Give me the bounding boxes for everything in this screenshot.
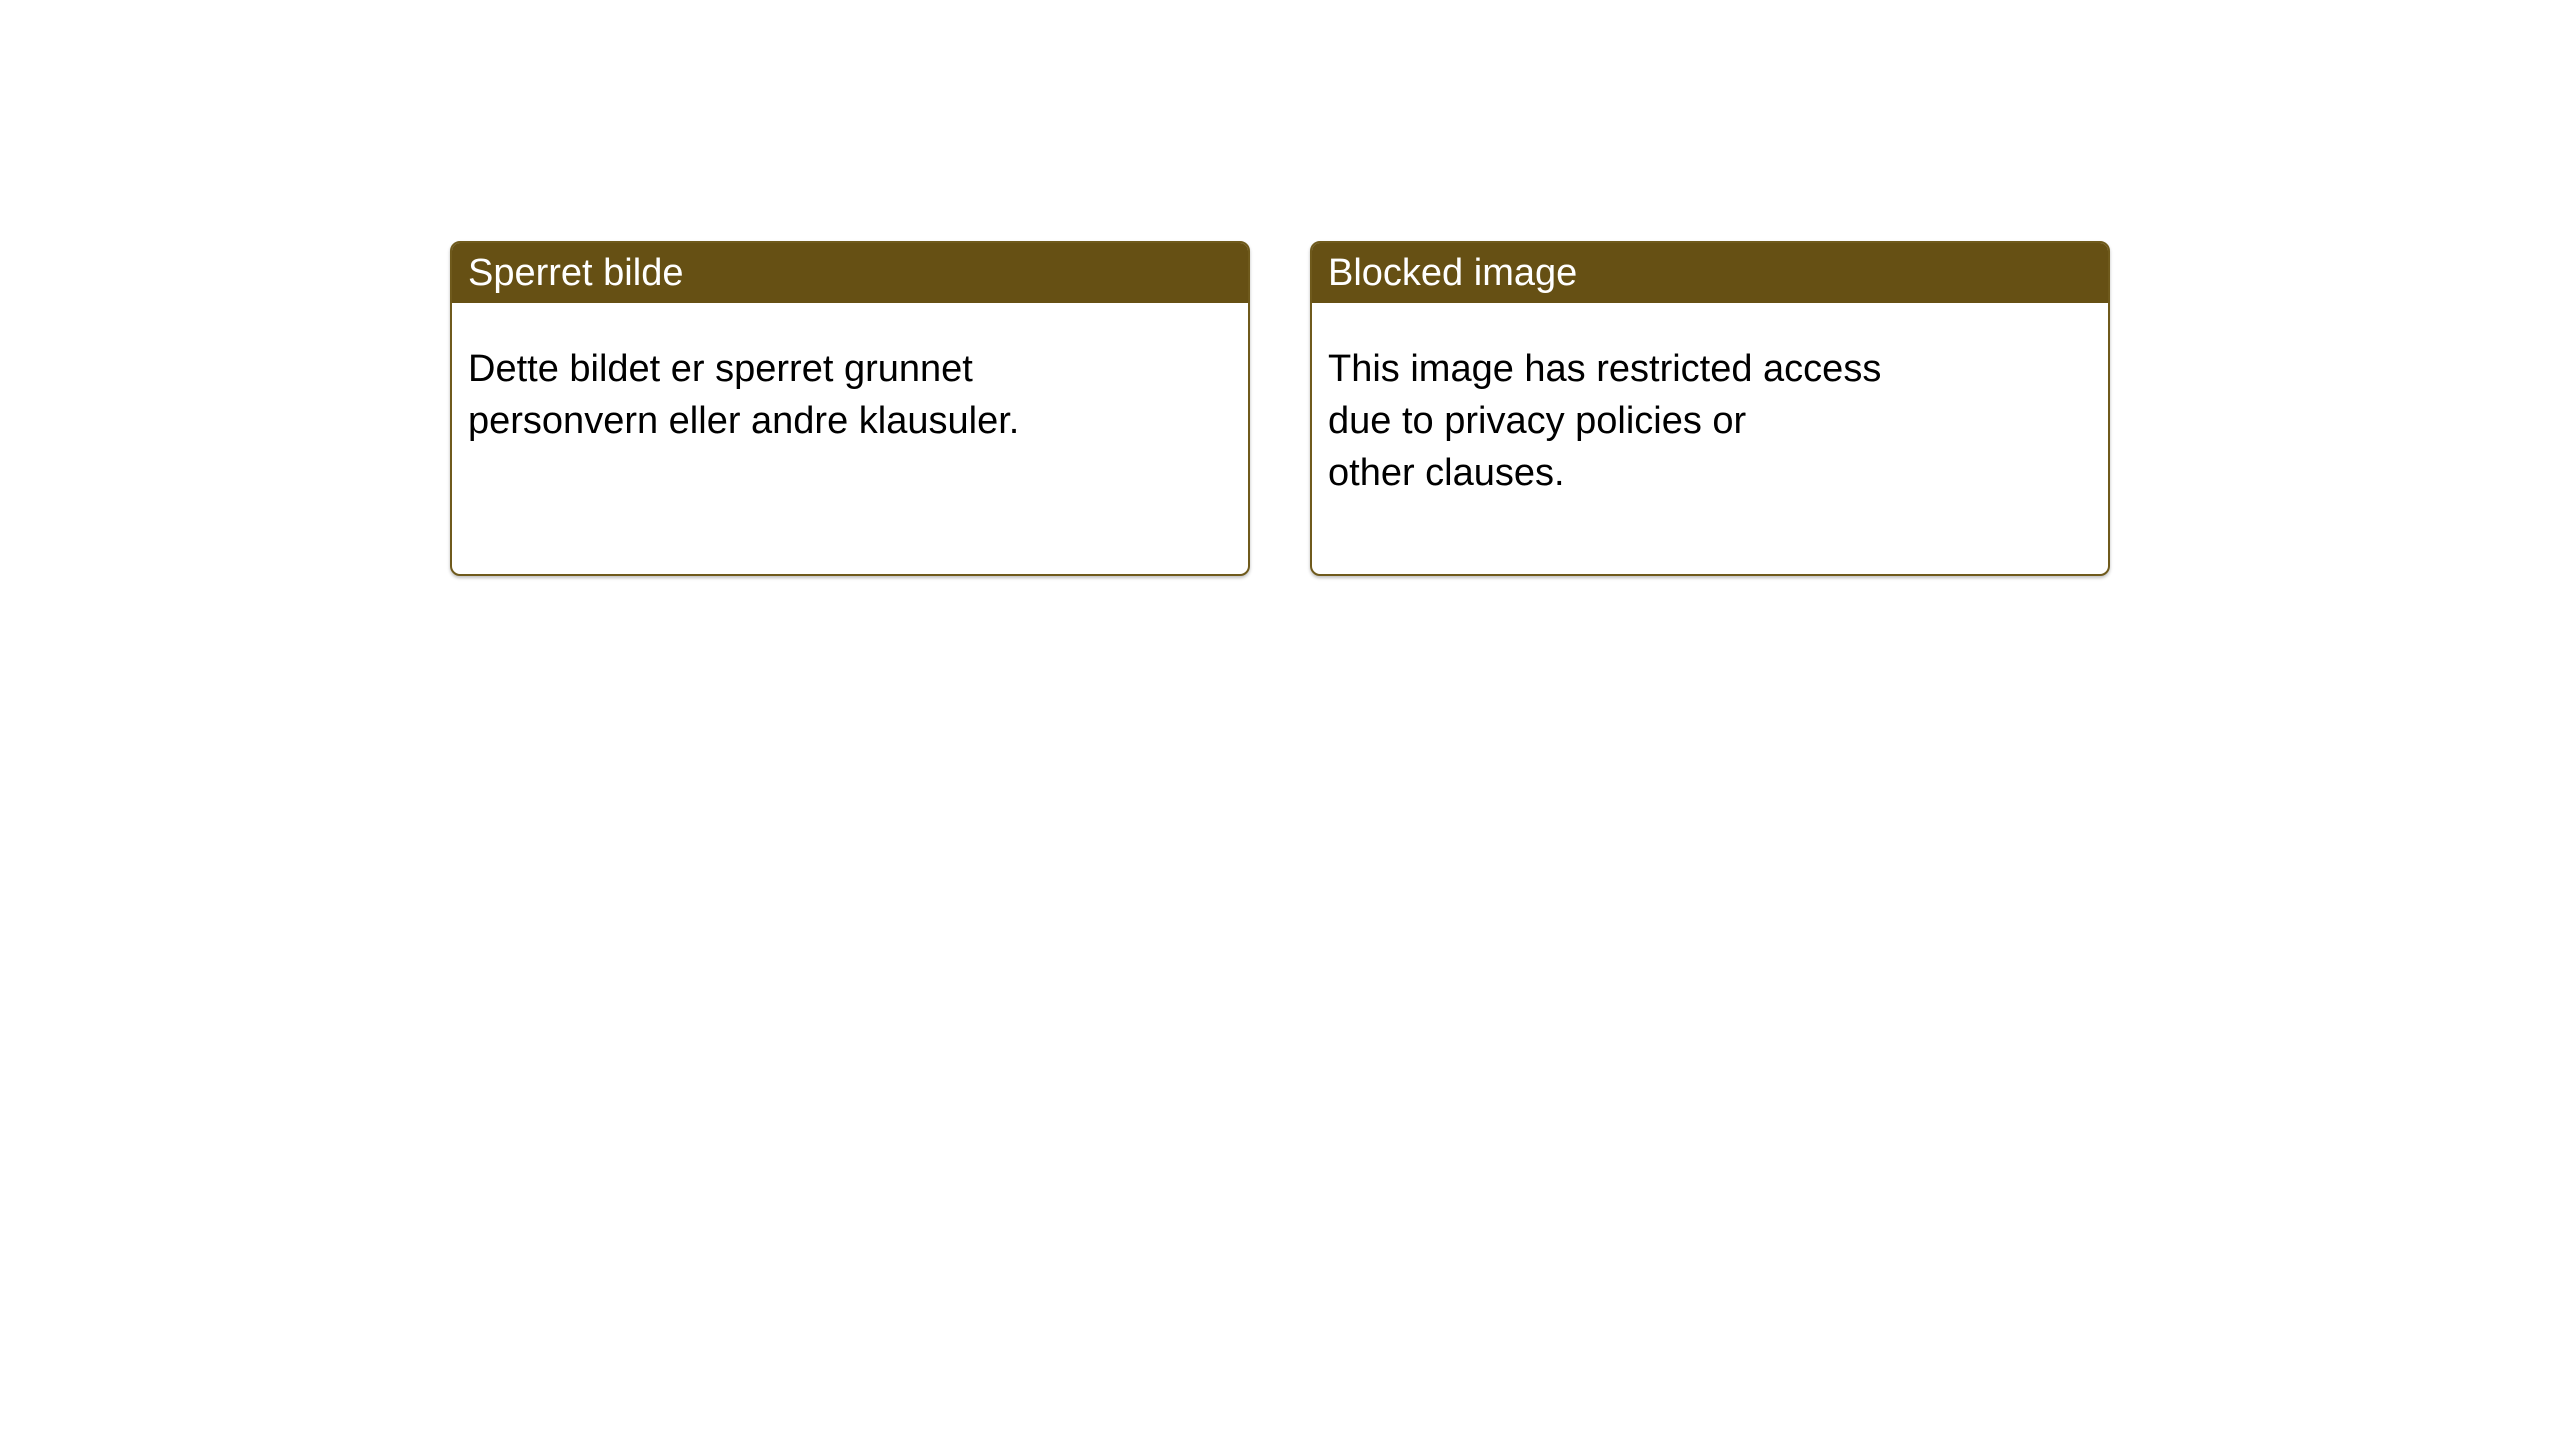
card-title: Blocked image (1328, 252, 1578, 294)
blocked-image-card-english (1310, 241, 2110, 576)
body-line: Dette bildet er sperret grunnet (468, 348, 973, 390)
card-header (1312, 243, 2108, 303)
card-body (1312, 303, 2108, 499)
card-header (452, 243, 1248, 303)
card-body (452, 303, 1248, 447)
body-line: personvern eller andre klausuler. (468, 400, 1020, 442)
blocked-image-card-norwegian (450, 241, 1250, 576)
body-line: due to privacy policies or (1328, 400, 1747, 442)
body-line: This image has restricted access (1328, 348, 1882, 390)
body-line: other clauses. (1328, 452, 1565, 494)
card-title: Sperret bilde (468, 252, 684, 294)
